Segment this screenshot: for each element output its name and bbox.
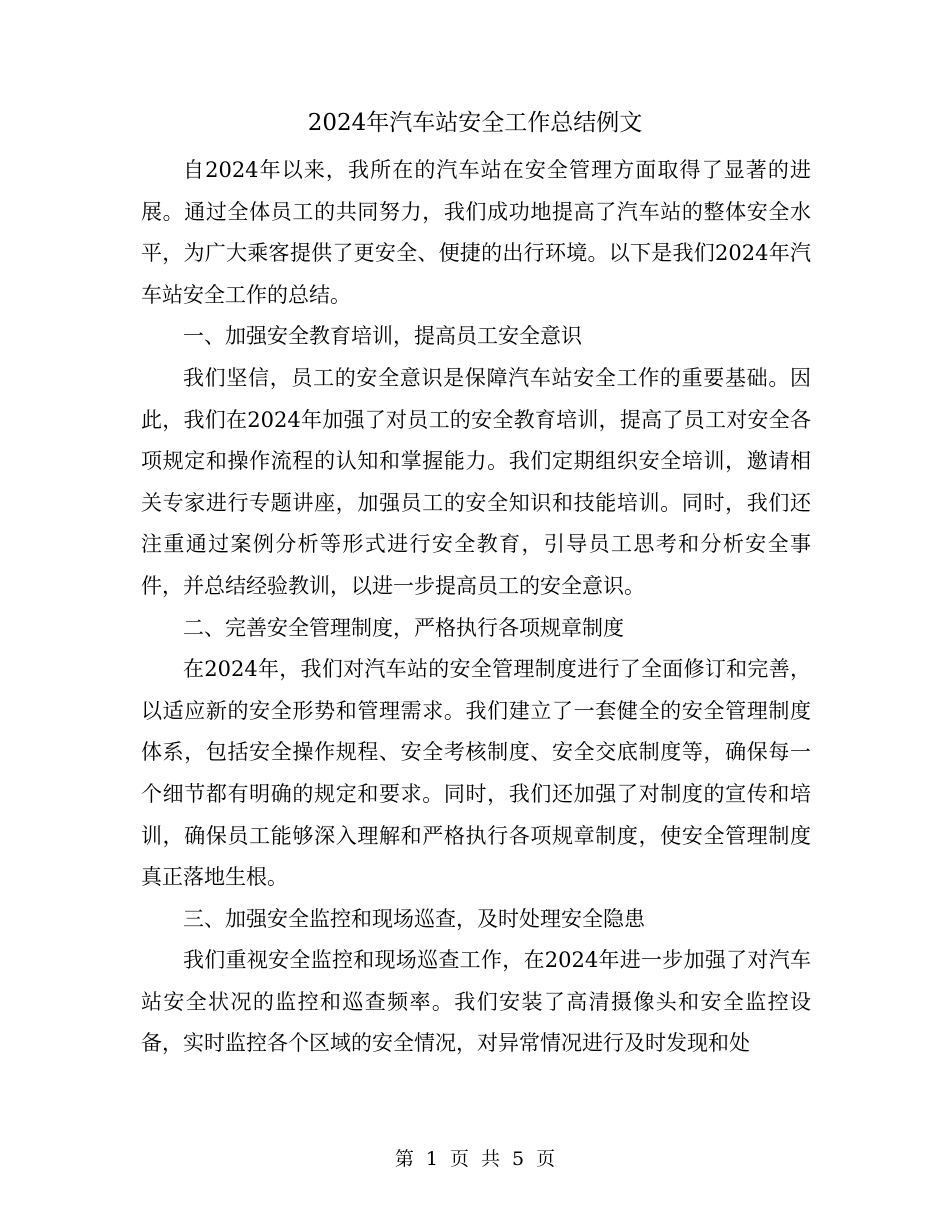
section-3-paragraph: 我们重视安全监控和现场巡查工作，在2024年进一步加强了对汽车站安全状况的监控和巡查频率。我们安装了高清摄像头和安全监控设备，实时监控各个区域的安全情况，对异常情况进行及时发现和处 [141,948,811,1056]
section-heading-1: 一、加强安全教育培训，提高员工安全意识 [183,324,582,349]
intro-paragraph: 自2024年以来，我所在的汽车站在安全管理方面取得了显著的进展。通过全体员工的共同努力，我们成功地提高了汽车站的整体安全水平，为广大乘客提供了更安全、便捷的出行环境。以下是我们2024年汽车站安全工作的总结。 [141,158,811,307]
document-title: 2024年汽车站安全工作总结例文 [307,110,643,136]
section-heading-3: 三、加强安全监控和现场巡查，及时处理安全隐患 [183,906,645,931]
page-number-footer: 第 1 页 共 5 页 [394,1148,556,1170]
section-1-paragraph: 我们坚信，员工的安全意识是保障汽车站安全工作的重要基础。因此，我们在2024年加强了对员工的安全教育培训，提高了员工对安全各项规定和操作流程的认知和掌握能力。我们定期组织安全培训，邀请相关专家进行专题讲座，加强员工的安全知识和技能培训。同时，我们还注重通过案例分析等形式进行安全教育，引导员工思考和分析安全事件，并总结经验教训，以进一步提高员工的安全意识。 [141,365,811,598]
section-2-paragraph: 在2024年，我们对汽车站的安全管理制度进行了全面修订和完善，以适应新的安全形势和管理需求。我们建立了一套健全的安全管理制度体系，包括安全操作规程、安全考核制度、安全交底制度等，确保每一个细节都有明确的规定和要求。同时，我们还加强了对制度的宣传和培训，确保员工能够深入理解和严格执行各项规章制度，使安全管理制度真正落地生根。 [141,657,811,890]
document-body [141,150,811,1065]
section-heading-2: 二、完善安全管理制度，严格执行各项规章制度 [183,615,624,640]
